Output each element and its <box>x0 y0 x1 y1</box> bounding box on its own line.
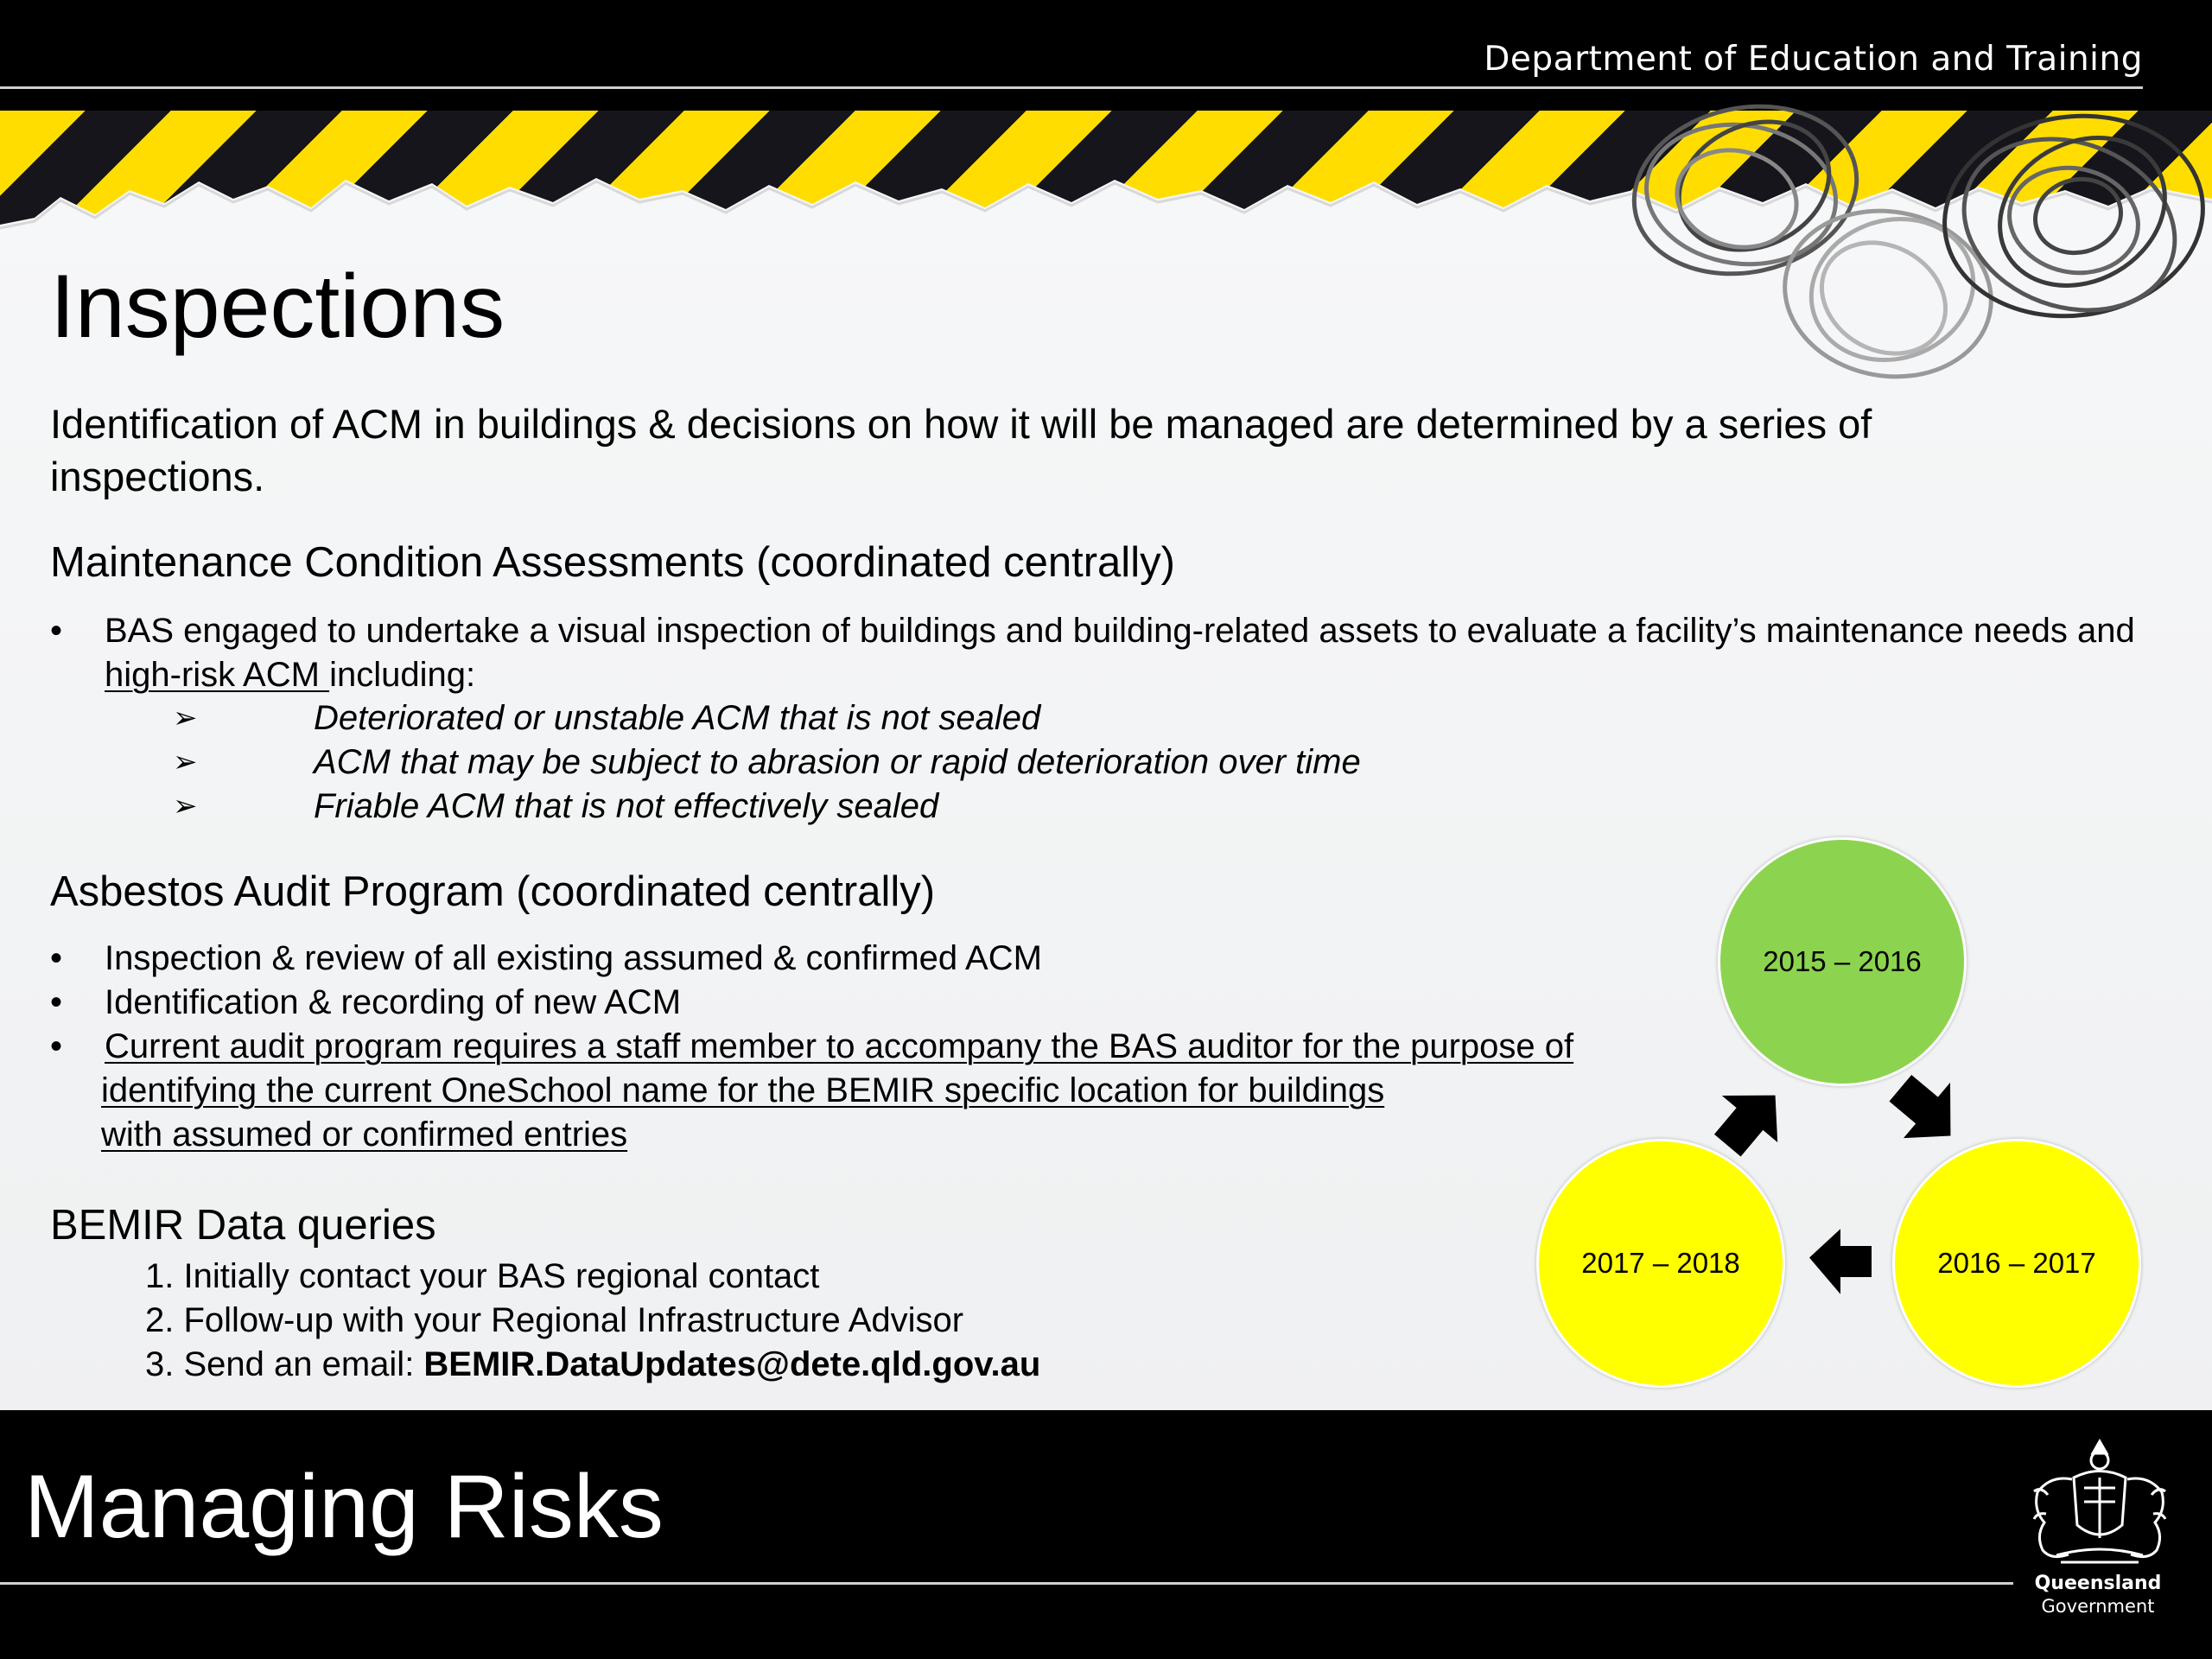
list-item <box>50 981 1692 1025</box>
intro-paragraph: Identification of ACM in buildings & decisions on how it will be managed are determined by a series of inspections. <box>50 401 1872 499</box>
cycle-arrow-icon <box>1707 1076 1793 1162</box>
high-risk-acm-text: high-risk ACM <box>105 656 330 694</box>
logo-line-1: Queensland <box>2034 1573 2162 1594</box>
email-prefix: 3. Send an email: <box>145 1345 424 1383</box>
cycle-node-label: 2016 – 2017 <box>1937 1247 2096 1279</box>
list-item: 1. Initially contact your BAS regional contact <box>145 1257 820 1295</box>
mca-bullet-text: BAS engaged to undertake a visual inspection of buildings and building-related assets to evaluate a facility’s maintenance needs and <box>105 612 2135 650</box>
list-item <box>145 1343 1040 1387</box>
audit-continuation-line: identifying the current OneSchool name for the BEMIR specific location for buildings <box>101 1071 1385 1109</box>
mca-bullet-suffix: including: <box>329 656 476 694</box>
cycle-arrow-icon <box>1884 1067 1970 1154</box>
cycle-node-2015-2016 <box>1718 837 1967 1086</box>
sub-item-text: ACM that may be subject to abrasion or rapid deterioration over time <box>314 743 1361 781</box>
list-item: 2. Follow-up with your Regional Infrastructure Advisor <box>145 1301 964 1339</box>
mca-bullet-list <box>50 609 2158 697</box>
list-item <box>50 937 1692 981</box>
audit-staff-requirement-text: Current audit program requires a staff member to accompany the BAS auditor for the purpose of <box>105 1027 1574 1065</box>
sub-item-text: Friable ACM that is not effectively sealed <box>314 787 939 825</box>
audit-heading: Asbestos Audit Program (coordinated centrally) <box>50 868 936 915</box>
list-item <box>50 1025 1692 1069</box>
sub-item-text: Deteriorated or unstable ACM that is not sealed <box>314 699 1041 737</box>
arrow-bullet-icon: ➢ <box>173 789 198 823</box>
cycle-node-label: 2017 – 2018 <box>1581 1247 1740 1279</box>
mca-sub-list <box>173 696 1361 829</box>
queries-list <box>145 1255 1040 1387</box>
sub-list-item <box>173 696 1361 741</box>
logo-line-2: Government <box>2041 1596 2155 1617</box>
mca-heading: Maintenance Condition Assessments (coordinated centrally) <box>50 539 1175 586</box>
department-name: Department of Education and Training <box>1484 40 2143 79</box>
email-address: BEMIR.DataUpdates@dete.qld.gov.au <box>423 1345 1041 1383</box>
audit-item-text: Identification & recording of new ACM <box>105 983 682 1021</box>
wire-scribble-decoration <box>1590 95 2212 406</box>
arrow-bullet-icon: ➢ <box>173 745 198 779</box>
bullet-icon: • <box>50 612 63 650</box>
queries-heading: BEMIR Data queries <box>50 1202 436 1249</box>
audit-item-text: Inspection & review of all existing assumed & confirmed ACM <box>105 939 1042 977</box>
footer-title: Managing Risks <box>24 1457 664 1557</box>
list-item <box>50 609 2158 697</box>
cycle-node-2017-2018 <box>1536 1139 1785 1388</box>
audit-underlined-continuation <box>101 1069 1384 1157</box>
header-rule <box>0 86 2143 89</box>
slide-title: Inspections <box>50 257 505 357</box>
sub-list-item <box>173 785 1361 829</box>
cycle-arrow-icon <box>1802 1223 1879 1300</box>
audit-continuation-line: with assumed or confirmed entries <box>101 1116 628 1154</box>
queensland-government-logo-text <box>2029 1573 2167 1618</box>
bullet-icon: • <box>50 939 63 977</box>
arrow-bullet-icon: ➢ <box>173 701 198 735</box>
cycle-node-2016-2017 <box>1892 1139 2141 1388</box>
bullet-icon: • <box>50 983 63 1021</box>
sub-list-item <box>173 741 1361 785</box>
footer-rule <box>0 1582 2013 1585</box>
cycle-node-label: 2015 – 2016 <box>1763 945 1922 977</box>
bullet-icon: • <box>50 1027 63 1065</box>
queensland-crest-icon <box>2022 1434 2177 1573</box>
audit-bullet-list <box>50 937 1692 1069</box>
header-bar <box>0 0 2212 111</box>
